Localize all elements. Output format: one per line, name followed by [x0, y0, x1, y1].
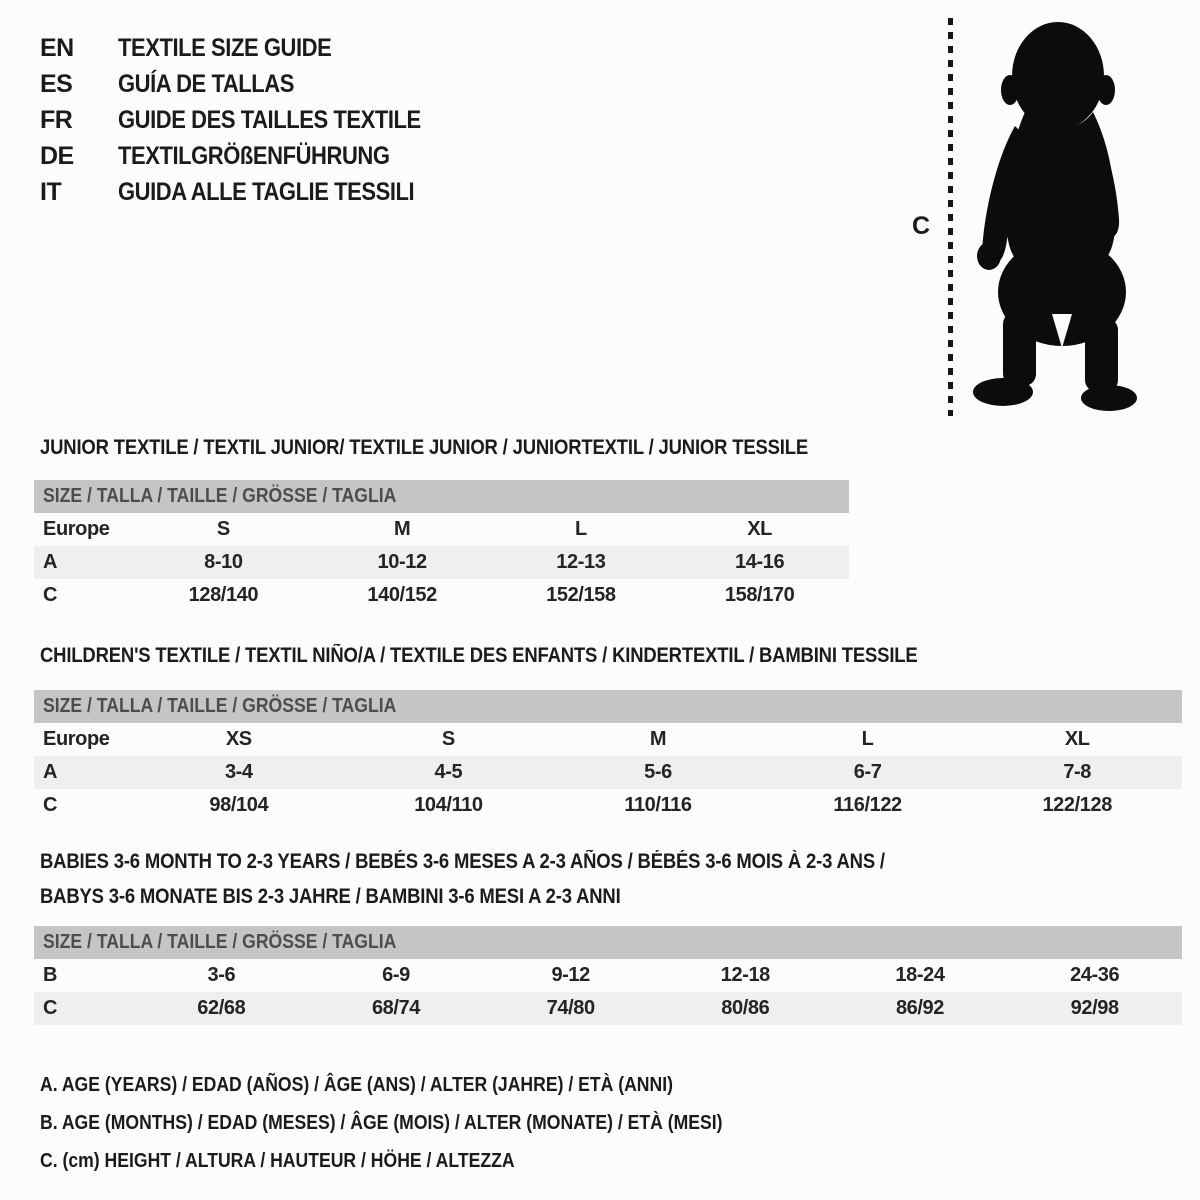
- table-cell: 9-12: [551, 964, 590, 986]
- babies-size-table: [34, 926, 1182, 1025]
- children-size-table: [34, 690, 1182, 822]
- babies-section-title-line2: BABYS 3-6 MONATE BIS 2-3 JAHRE / BAMBINI 3-6 MESI A 2-3 ANNI: [40, 885, 621, 908]
- table-cell: 4-5: [434, 761, 463, 783]
- table-cell: 18-24: [895, 964, 945, 986]
- table-row-height: [34, 579, 849, 612]
- table-cell: S: [441, 728, 455, 750]
- table-cell: 116/122: [833, 794, 902, 816]
- children-section-title-text: CHILDREN'S TEXTILE / TEXTIL NIÑO/A / TEXTILE DES ENFANTS / KINDERTEXTIL / BAMBINI TESSILE: [40, 644, 918, 667]
- table-cell: 86/92: [895, 997, 945, 1019]
- table-cell: 152/158: [546, 584, 616, 606]
- legend-line-c: [40, 1142, 816, 1180]
- size-table-header-text: SIZE / TALLA / TAILLE / GRÖSSE / TAGLIA: [43, 931, 397, 953]
- language-code: FR: [40, 105, 73, 134]
- table-cell: 24-36: [1070, 964, 1120, 986]
- guide-title-fr: GUIDE DES TAILLES TEXTILE: [118, 105, 421, 134]
- table-cell: 5-6: [644, 761, 672, 783]
- legend-block: [40, 1066, 816, 1180]
- table-row-age-years: [34, 756, 1182, 789]
- table-cell: 98/104: [209, 794, 269, 816]
- row-label: A: [43, 761, 58, 783]
- table-cell: 6-7: [853, 761, 882, 783]
- table-cell: 3-6: [207, 964, 236, 986]
- table-cell: 110/116: [624, 794, 692, 816]
- legend-line-c-text: C. (cm) HEIGHT / ALTURA / HAUTEUR / HÖHE / ALTEZZA: [40, 1150, 515, 1172]
- language-row-fr: [40, 102, 462, 138]
- table-cell: 12-18: [720, 964, 770, 986]
- table-cell: 80/86: [721, 997, 770, 1019]
- row-label: C: [43, 997, 58, 1019]
- table-row-age-months: [34, 959, 1182, 992]
- row-label: Europe: [43, 518, 110, 540]
- legend-line-b-text: B. AGE (MONTHS) / EDAD (MESES) / ÂGE (MOIS) / ALTER (MONATE) / ETÀ (MESI): [40, 1112, 723, 1134]
- table-cell: 10-12: [377, 551, 427, 573]
- table-row-height: [34, 992, 1182, 1025]
- language-code: IT: [40, 177, 62, 206]
- height-measure-dashed-line: [948, 18, 953, 416]
- table-cell: 68/74: [371, 997, 421, 1019]
- language-code: DE: [40, 141, 74, 170]
- row-label: A: [43, 551, 58, 573]
- size-table-header-text: SIZE / TALLA / TAILLE / GRÖSSE / TAGLIA: [43, 485, 397, 507]
- junior-section-title: [40, 436, 913, 460]
- row-label: C: [43, 584, 58, 606]
- table-cell: XL: [747, 518, 772, 540]
- toddler-silhouette-image: [963, 14, 1163, 419]
- guide-title-de: TEXTILGRÖßENFÜHRUNG: [118, 141, 390, 170]
- table-cell: 12-13: [556, 551, 606, 573]
- table-cell: 122/128: [1042, 794, 1112, 816]
- table-row-europe: [34, 723, 1182, 756]
- language-list: [40, 30, 462, 210]
- size-table-header: [34, 690, 1182, 723]
- table-cell: 14-16: [735, 551, 785, 573]
- babies-section-title: [40, 844, 1000, 914]
- table-cell: 3-4: [224, 761, 253, 783]
- guide-title-en: TEXTILE SIZE GUIDE: [118, 33, 332, 62]
- table-cell: 92/98: [1070, 997, 1119, 1019]
- guide-title-es: GUÍA DE TALLAS: [118, 69, 294, 98]
- row-label: B: [43, 964, 58, 986]
- table-cell: 128/140: [188, 584, 259, 606]
- legend-line-a: [40, 1066, 816, 1104]
- table-cell: 6-9: [382, 964, 410, 986]
- table-cell: M: [649, 728, 667, 750]
- junior-section-title-text: JUNIOR TEXTILE / TEXTIL JUNIOR/ TEXTILE JUNIOR / JUNIORTEXTIL / JUNIOR TESSILE: [40, 436, 809, 459]
- language-row-de: [40, 138, 462, 174]
- children-section-title: [40, 644, 1037, 668]
- table-cell: XL: [1064, 728, 1090, 750]
- junior-size-table: [34, 480, 849, 612]
- size-table-header: [34, 480, 849, 513]
- measure-c-label: C: [912, 212, 931, 240]
- row-label: C: [43, 794, 58, 816]
- language-code: EN: [40, 33, 74, 62]
- babies-section-title-line1: BABIES 3-6 MONTH TO 2-3 YEARS / BEBÉS 3-6 MESES A 2-3 AÑOS / BÉBÉS 3-6 MOIS À 2-3 ANS /: [40, 850, 885, 873]
- table-row-europe: [34, 513, 849, 546]
- size-table-header: [34, 926, 1182, 959]
- language-row-es: [40, 66, 462, 102]
- size-table-header-text: SIZE / TALLA / TAILLE / GRÖSSE / TAGLIA: [43, 695, 397, 717]
- table-cell: 7-8: [1063, 761, 1092, 783]
- table-cell: L: [574, 518, 587, 540]
- guide-title-it: GUIDA ALLE TAGLIE TESSILI: [118, 177, 415, 206]
- table-cell: 62/68: [197, 997, 246, 1019]
- table-cell: M: [393, 518, 411, 540]
- legend-line-b: [40, 1104, 816, 1142]
- language-row-it: [40, 174, 462, 210]
- language-code: ES: [40, 69, 73, 98]
- table-cell: 140/152: [367, 584, 437, 606]
- table-cell: 104/110: [414, 794, 483, 816]
- row-label: Europe: [43, 728, 110, 750]
- table-cell: S: [216, 518, 230, 540]
- table-cell: 74/80: [546, 997, 595, 1019]
- language-row-en: [40, 30, 462, 66]
- legend-line-a-text: A. AGE (YEARS) / EDAD (AÑOS) / ÂGE (ANS) / ALTER (JAHRE) / ETÀ (ANNI): [40, 1074, 673, 1096]
- table-cell: 8-10: [204, 551, 243, 573]
- table-cell: XS: [225, 728, 252, 750]
- table-row-height: [34, 789, 1182, 822]
- table-cell: L: [861, 728, 874, 750]
- table-row-age-years: [34, 546, 849, 579]
- table-cell: 158/170: [724, 584, 795, 606]
